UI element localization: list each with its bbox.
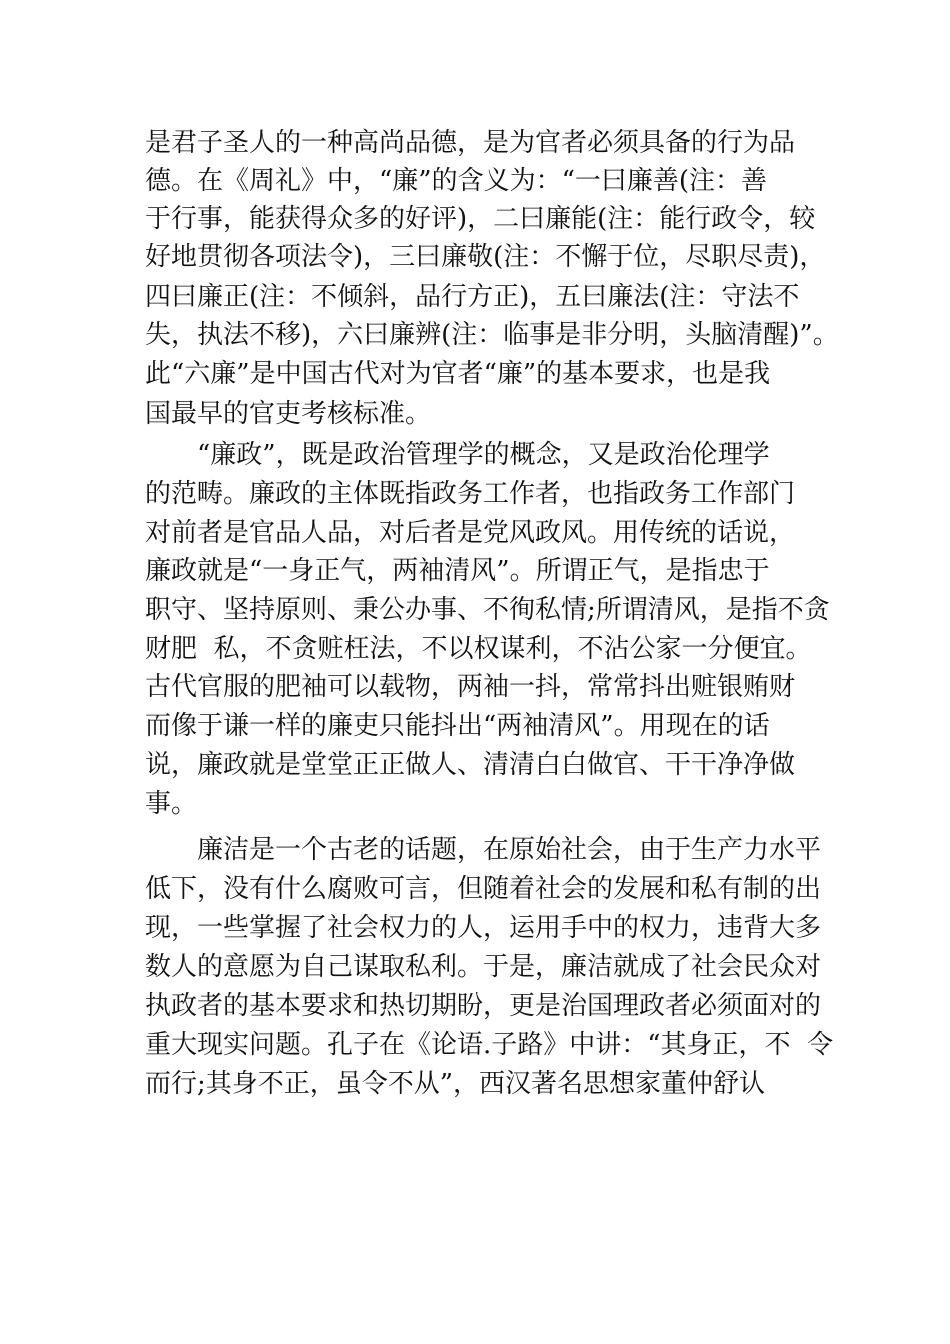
text-line: 低下，没有什么腐败可言，但随着社会的发展和私有制的出 <box>145 874 822 904</box>
text-line: 而行;其身不正，虽令不从”，西汉著名思想家董仲舒认 <box>145 1069 766 1099</box>
text-line: 现，一些掌握了社会权力的人，运用手中的权力，违背大多 <box>145 913 822 943</box>
text-line: 古代官服的肥袖可以载物，两袖一抖，常常抖出赃银贿财 <box>145 672 796 702</box>
text-line: 说，廉政就是堂堂正正做人、清清白白做官、干干净净做 <box>145 750 796 780</box>
text-line: 此“六廉”是中国古代对为官者“廉”的基本要求，也是我 <box>145 359 771 389</box>
text-line: 于行事，能获得众多的好评)，二曰廉能(注：能行政令，较 <box>145 204 816 234</box>
text-line: 职守、坚持原则、秉公办事、不徇私情;所谓清风，是指不贪 <box>145 595 830 625</box>
paragraph-start-line: “廉政”，既是政治管理学的概念，又是政治伦理学 <box>197 440 770 470</box>
text-line: 对前者是官品人品，对后者是党风政风。用传统的话说， <box>145 518 796 548</box>
text-line: 重大现实问题。孔子在《论语.子路》中讲：“其身正，不 令 <box>145 1030 834 1060</box>
text-line: 事。 <box>145 789 198 819</box>
text-line: 的范畴。廉政的主体既指政务工作者，也指政务工作部门 <box>145 479 796 509</box>
text-line: 而像于谦一样的廉吏只能抖出“两袖清风”。用现在的话 <box>145 711 770 741</box>
text-line: 是君子圣人的一种高尚品德，是为官者必须具备的行为品 <box>145 128 796 158</box>
text-line: 数人的意愿为自己谋取私利。于是，廉洁就成了社会民众对 <box>145 952 822 982</box>
text-line: 四曰廉正(注：不倾斜，品行方正)，五曰廉法(注：守法不 <box>145 282 800 312</box>
text-line: 财肥 私，不贪赃枉法，不以权谋利，不沾公家一分便宜。 <box>145 634 812 664</box>
text-line: 失，执法不移)，六曰廉辨(注：临事是非分明，头脑清醒)”。 <box>145 320 839 350</box>
text-line: 国最早的官吏考核标准。 <box>145 399 432 429</box>
text-line: 德。在《周礼》中，“廉”的含义为：“一曰廉善(注：善 <box>145 166 768 196</box>
text-line: 执政者的基本要求和热切期盼，更是治国理政者必须面对的 <box>145 991 822 1021</box>
text-line: 好地贯彻各项法令)，三曰廉敬(注：不懈于位，尽职尽责)， <box>145 242 826 272</box>
text-line: 廉政就是“一身正气，两袖清风”。所谓正气，是指忠于 <box>145 556 770 586</box>
paragraph-start-line: 廉洁是一个古老的话题，在原始社会，由于生产力水平 <box>197 835 822 865</box>
